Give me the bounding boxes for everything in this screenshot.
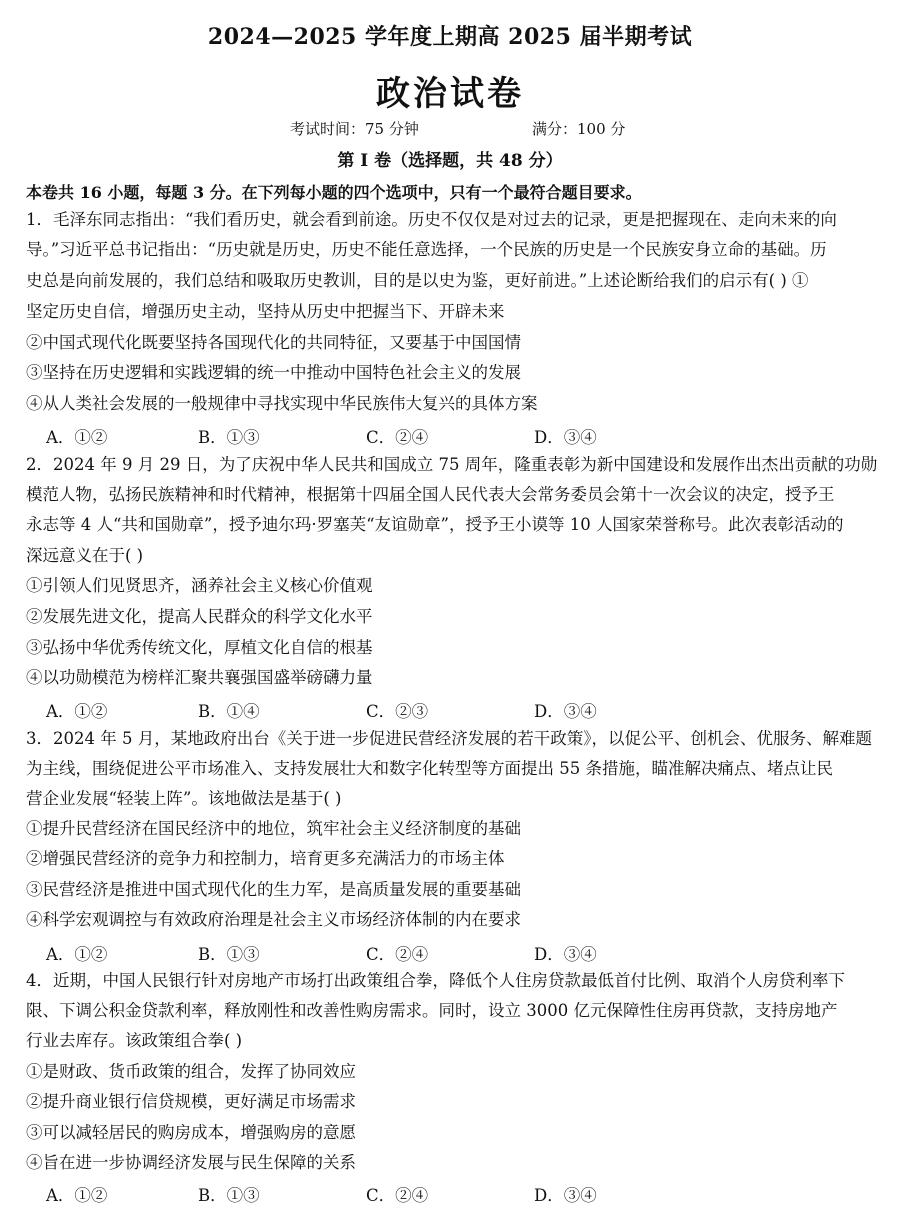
options-row (46, 1182, 866, 1206)
question-line: 行业去库存。该政策组合拳( ) (26, 1031, 243, 1050)
option-a: A．①② (46, 428, 108, 447)
question-line: 限、下调公积金贷款利率，释放刚性和改善性购房需求。同时，设立 3000 亿元保障性住房再贷款，支持房地产 (26, 1001, 838, 1020)
statement: ①引领人们见贤思齐，涵养社会主义核心价值观 (26, 576, 373, 595)
option-b: B．①③ (198, 428, 260, 447)
option-a: A．①② (46, 702, 108, 721)
statement: ④旨在进一步协调经济发展与民生保障的关系 (26, 1153, 356, 1172)
question-line: 史总是向前发展的，我们总结和吸取历史教训，目的是以史为鉴，更好前进。”上述论断给我们的启示有( ) ① (26, 271, 809, 290)
option-c: C．②④ (366, 945, 429, 964)
subject-title: 政治试卷 (376, 74, 524, 114)
question-line: 为主线，围绕促进公平市场准入、支持发展壮大和数字化转型等方面提出 55 条措施，瞄准解决痛点、堵点让民 (26, 759, 833, 778)
question-line: 深远意义在于( ) (26, 546, 144, 565)
question-line: 3．2024 年 5 月，某地政府出台《关于进一步促进民营经济发展的若干政策》，以促公平、创机会、优服务、解难题 (26, 729, 872, 748)
question-line: 坚定历史自信，增强历史主动，坚持从历史中把握当下、开辟未来 (26, 302, 505, 321)
option-a: A．①② (46, 1186, 108, 1205)
question-line: 营企业发展“轻装上阵”。该地做法是基于( ) (26, 789, 342, 808)
option-c: C．②④ (366, 428, 429, 447)
statement: ③可以减轻居民的购房成本，增强购房的意愿 (26, 1123, 356, 1142)
statement: ②发展先进文化，提高人民群众的科学文化水平 (26, 607, 373, 626)
option-b: B．①③ (198, 1186, 260, 1205)
options-row (46, 941, 866, 965)
exam-time: 考试时间：75 分钟 (290, 120, 419, 138)
option-c: C．②④ (366, 1186, 429, 1205)
option-c: C．②③ (366, 702, 429, 721)
statement: ②提升商业银行信贷规模，更好满足市场需求 (26, 1092, 356, 1111)
section-title: 第 I 卷（选择题，共 48 分） (337, 151, 563, 171)
exam-title: 2024—2025 学年度上期高 2025 届半期考试 (207, 24, 693, 50)
question-line: 4．近期，中国人民银行针对房地产市场打出政策组合拳，降低个人住房贷款最低首付比例、取消个人房贷利率下 (26, 971, 845, 990)
statement: ③弘扬中华优秀传统文化，厚植文化自信的根基 (26, 638, 373, 657)
option-d: D．③④ (534, 945, 597, 964)
option-b: B．①④ (198, 702, 260, 721)
statement: ④科学宏观调控与有效政府治理是社会主义市场经济体制的内在要求 (26, 910, 521, 929)
question-line: 1．毛泽东同志指出：“我们看历史，就会看到前途。历史不仅仅是对过去的记录，更是把握现在、走向未来的向 (26, 210, 837, 229)
instructions: 本卷共 16 小题，每题 3 分。在下列每小题的四个选项中，只有一个最符合题目要求。 (26, 183, 642, 202)
statement: ①提升民营经济在国民经济中的地位，筑牢社会主义经济制度的基础 (26, 819, 521, 838)
full-score: 满分：100 分 (532, 120, 626, 138)
statement: ②增强民营经济的竞争力和控制力，培育更多充满活力的市场主体 (26, 849, 505, 868)
statement: ④以功勋模范为榜样汇聚共襄强国盛举磅礴力量 (26, 668, 373, 687)
options-row (46, 698, 866, 722)
question-line: 永志等 4 人“共和国勋章”，授予迪尔玛·罗塞芙“友谊勋章”，授予王小谟等 10 人国家荣誉称号。此次表彰活动的 (26, 515, 844, 534)
options-row (46, 424, 866, 448)
question-line: 模范人物，弘扬民族精神和时代精神，根据第十四届全国人民代表大会常务委员会第十一次会议的决定，授予王 (26, 485, 835, 504)
statement: ③坚持在历史逻辑和实践逻辑的统一中推动中国特色社会主义的发展 (26, 363, 521, 382)
option-d: D．③④ (534, 702, 597, 721)
option-d: D．③④ (534, 1186, 597, 1205)
question-line: 2．2024 年 9 月 29 日，为了庆祝中华人民共和国成立 75 周年，隆重表彰为新中国建设和发展作出杰出贡献的功勋 (26, 455, 878, 474)
option-b: B．①③ (198, 945, 260, 964)
statement: ②中国式现代化既要坚持各国现代化的共同特征，又要基于中国国情 (26, 333, 521, 352)
option-d: D．③④ (534, 428, 597, 447)
statement: ④从人类社会发展的一般规律中寻找实现中华民族伟大复兴的具体方案 (26, 394, 538, 413)
question-line: 导。”习近平总书记指出：“历史就是历史，历史不能任意选择，一个民族的历史是一个民族安身立命的基础。历 (26, 240, 827, 259)
option-a: A．①② (46, 945, 108, 964)
statement: ①是财政、货币政策的组合，发挥了协同效应 (26, 1062, 356, 1081)
statement: ③民营经济是推进中国式现代化的生力军，是高质量发展的重要基础 (26, 880, 521, 899)
